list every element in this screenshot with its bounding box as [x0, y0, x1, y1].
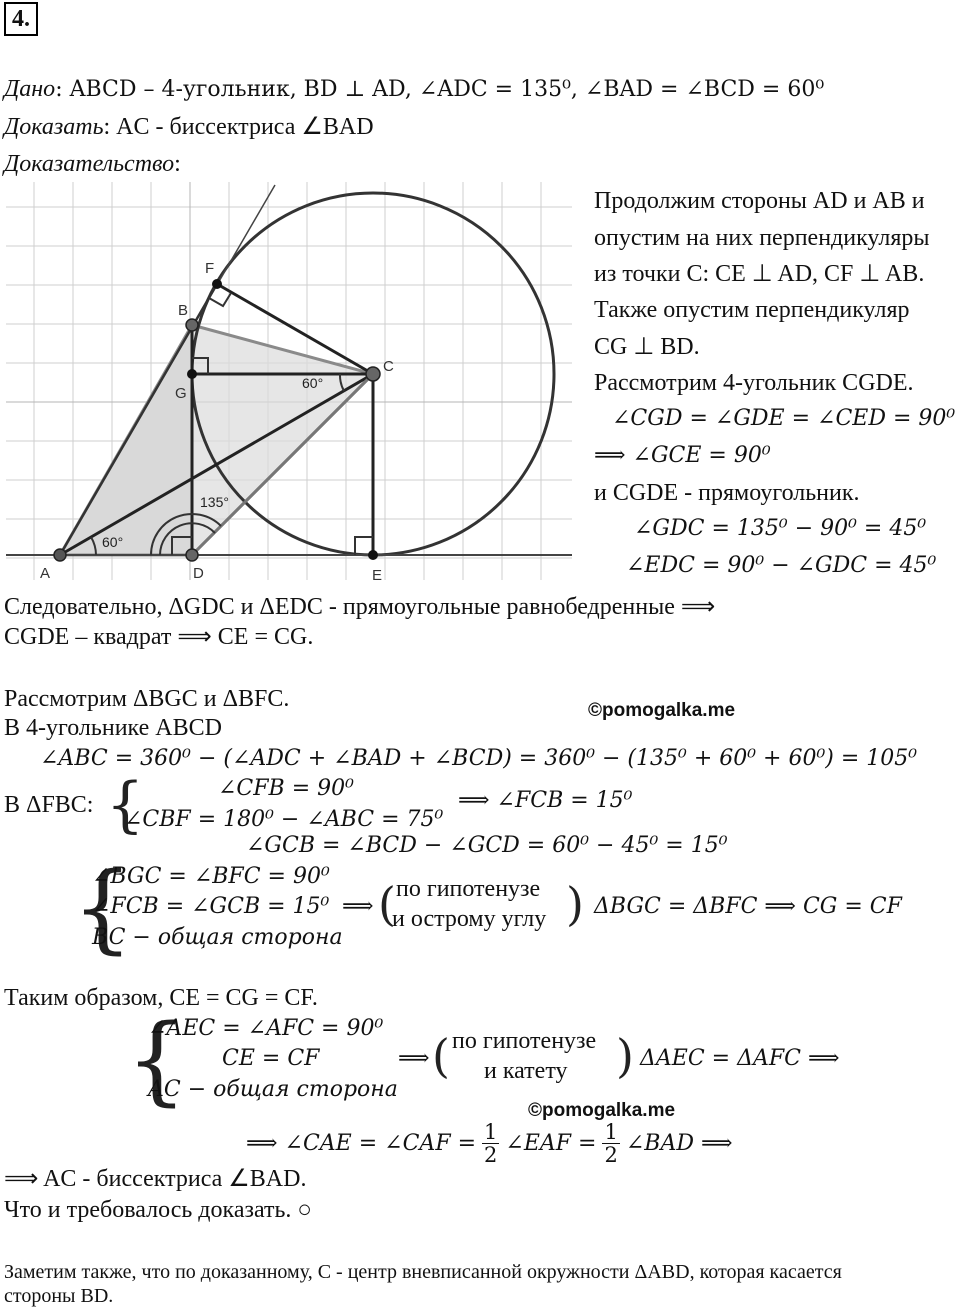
right-line-1: Продолжим стороны AD и AB и — [594, 188, 925, 214]
point-g — [187, 369, 197, 379]
angle-label-d: 135° — [200, 494, 229, 510]
sys1-paren-left: ( — [378, 877, 396, 931]
point-b — [186, 319, 198, 331]
note-line-1: Заметим также, что по доказанному, C - центр вневписанной окружности ΔABD, которая касается — [4, 1261, 842, 1283]
fraction-numerator: 1 — [484, 1120, 498, 1144]
given-line — [4, 74, 824, 105]
in-fbc-label: В ΔFBC: — [4, 792, 94, 818]
given-text: : ABCD – 4-угольник, BD ⊥ AD, ∠ADC = 135⁰, ∠BAD = ∠BCD = 60⁰ — [55, 77, 825, 102]
right-line-2: опустим на них перпендикуляры — [594, 225, 930, 251]
right-line-3: из точки C: CE ⊥ AD, CF ⊥ AB. — [594, 261, 925, 287]
fraction-half — [482, 1121, 499, 1166]
qed-line: Что и требовалось доказать. ○ — [4, 1197, 312, 1223]
right-line-5: CG ⊥ BD. — [594, 334, 700, 360]
consequently-line-2: CGDE – квадрат ⟹ CE = CG. — [4, 624, 314, 650]
sys1-line-2: ∠FCB = ∠GCB = 15⁰ — [92, 894, 330, 919]
given-label: Дано — [4, 76, 56, 102]
sys1-result: ΔBGC = ΔBFC ⟹ CG = CF — [594, 894, 902, 919]
sys1-note-1: по гипотенузе — [396, 876, 541, 902]
right-angle-f — [209, 293, 231, 306]
cae-equation — [246, 1121, 733, 1166]
fbc-result: ⟹ ∠FCB = 15⁰ — [458, 788, 633, 813]
point-d — [186, 549, 198, 561]
fbc-line-2: ∠CBF = 180⁰ − ∠ABC = 75⁰ — [124, 807, 444, 832]
prove-line — [4, 112, 374, 142]
sys1-line-1: ∠BGC = ∠BFC = 90⁰ — [92, 864, 330, 889]
point-e — [368, 550, 378, 560]
fraction-half — [602, 1121, 619, 1166]
gcb-equation: ∠GCB = ∠BCD − ∠GCD = 60⁰ − 45⁰ = 15⁰ — [246, 833, 728, 858]
proof-label: Доказательство — [4, 151, 175, 177]
sys2-note-1: по гипотенузе — [452, 1028, 597, 1054]
watermark: ©pomogalka.me — [528, 1100, 676, 1121]
label-b: B — [178, 302, 189, 319]
angle-label-a: 60° — [102, 534, 124, 550]
right-line-8: ⟹ ∠GCE = 90⁰ — [594, 443, 771, 468]
in-quad-line: В 4-угольнике ABCD — [4, 715, 222, 741]
conclusion-line: ⟹ AC - биссектриса ∠BAD. — [4, 1166, 307, 1192]
right-line-10: ∠GDC = 135⁰ − 90⁰ = 45⁰ — [634, 516, 927, 541]
brace-system-2: { — [126, 1004, 188, 1116]
sys2-line-2: CE = CF — [222, 1046, 320, 1071]
sys1-line-3: BC − общая сторона — [92, 925, 343, 950]
point-f — [212, 279, 222, 289]
abc-equation: ∠ABC = 360⁰ − (∠ADC + ∠BAD + ∠BCD) = 360⁰ − (135⁰ + 60⁰ + 60⁰) = 105⁰ — [40, 746, 918, 771]
label-d: D — [193, 565, 204, 582]
right-line-4: Также опустим перпендикуляр — [594, 297, 910, 323]
label-a: A — [40, 565, 51, 582]
proof-line — [4, 149, 181, 179]
sys1-implies: ⟹ — [342, 894, 374, 919]
label-f: F — [205, 260, 215, 277]
sys2-result: ΔAEC = ΔAFC ⟹ — [640, 1046, 840, 1071]
sys2-paren-left: ( — [432, 1029, 450, 1083]
prove-label: Доказать — [4, 114, 104, 140]
brace-system-1: { — [72, 852, 134, 964]
cae-end: ∠BAD ⟹ — [625, 1130, 733, 1156]
label-c: C — [383, 358, 394, 375]
fraction-denominator: 2 — [604, 1143, 618, 1167]
sys2-line-3: AC − общая сторона — [148, 1077, 398, 1102]
right-line-7: ∠CGD = ∠GDE = ∠CED = 90⁰ — [612, 406, 956, 431]
sys2-implies: ⟹ — [398, 1046, 430, 1071]
prove-text: : AC - биссектриса ∠BAD — [103, 114, 374, 140]
sys2-note-2: и катету — [484, 1058, 568, 1084]
geometry-figure — [0, 180, 580, 590]
thus-line: Таким образом, CE = CG = CF. — [4, 985, 318, 1011]
right-line-9: и CGDE - прямоугольник. — [594, 480, 860, 506]
fbc-line-1: ∠CFB = 90⁰ — [218, 776, 354, 801]
cae-mid: ∠EAF = — [505, 1130, 597, 1156]
sys2-paren-right: ) — [616, 1029, 634, 1083]
cae-start: ⟹ ∠CAE = ∠CAF = — [246, 1130, 477, 1156]
point-a — [54, 549, 66, 561]
brace-fbc: { — [106, 770, 145, 840]
label-g: G — [175, 385, 187, 402]
problem-number: 4. — [4, 2, 38, 36]
point-c — [366, 367, 380, 381]
fraction-numerator: 1 — [604, 1120, 618, 1144]
proof-colon: : — [174, 151, 181, 177]
sys2-line-1: ∠AEC = ∠AFC = 90⁰ — [148, 1016, 384, 1041]
label-e: E — [372, 567, 383, 584]
consider-line: Рассмотрим ΔBGC и ΔBFC. — [4, 686, 290, 712]
right-line-6: Рассмотрим 4-угольник CGDE. — [594, 370, 914, 396]
sys1-note-2: и острому углу — [392, 906, 547, 932]
fraction-denominator: 2 — [484, 1143, 498, 1167]
note-line-2: стороны BD. — [4, 1285, 114, 1307]
angle-label-c: 60° — [302, 375, 324, 391]
consequently-line-1: Следовательно, ΔGDC и ΔEDC - прямоугольные равнобедренные ⟹ — [4, 594, 716, 620]
right-line-11: ∠EDC = 90⁰ − ∠GDC = 45⁰ — [626, 553, 937, 578]
sys1-paren-right: ) — [566, 877, 584, 931]
watermark: ©pomogalka.me — [588, 700, 736, 721]
